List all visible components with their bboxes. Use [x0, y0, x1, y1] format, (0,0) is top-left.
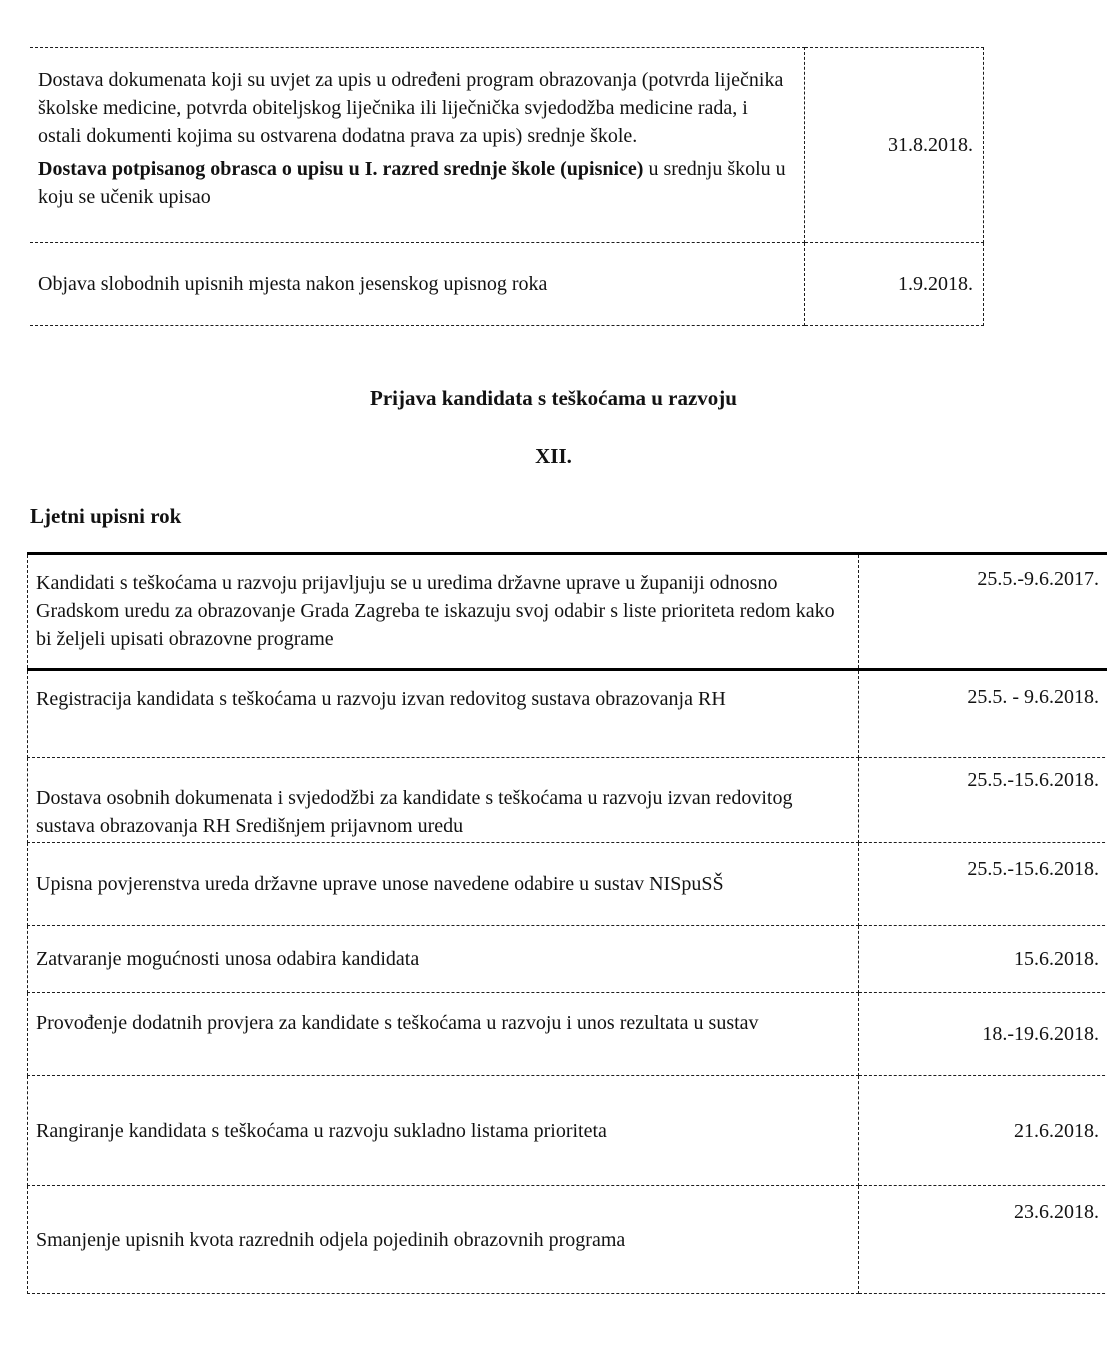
table-row [28, 758, 1107, 843]
activity-cell: Dostava osobnih dokumenata i svjedodžbi za kandidate s teškoćama u razvoju izvan redovitog sustava obrazovanja RH Središnjem prijavnom uredu [28, 758, 859, 843]
table-row [30, 48, 984, 243]
date-cell: 25.5.-15.6.2018. [859, 843, 1107, 926]
date-cell: 31.8.2018. [805, 48, 984, 243]
section-title: Prijava kandidata s teškoćama u razvoju [370, 386, 737, 410]
activity-cell [30, 48, 805, 243]
activity-cell: Objava slobodnih upisnih mjesta nakon jesenskog upisnog roka [30, 243, 805, 326]
date-cell: 25.5.-9.6.2017. [859, 554, 1107, 670]
date-cell: 25.5. - 9.6.2018. [859, 670, 1107, 758]
table-row [30, 243, 984, 326]
summer-deadlines-table [27, 552, 1107, 1294]
activity-text-tail: u srednju školu u koju se učenik upisao [38, 158, 786, 208]
activity-cell: Upisna povjerenstva ureda državne uprave unose navedene odabire u sustav NISpuSŠ [28, 843, 859, 926]
activity-text-bold-paragraph [38, 155, 788, 211]
date-cell: 15.6.2018. [859, 926, 1107, 993]
date-cell: 1.9.2018. [805, 243, 984, 326]
table-row [28, 1186, 1107, 1294]
section-number: XII. [535, 444, 572, 468]
table-row [28, 993, 1107, 1076]
table-row [28, 554, 1107, 670]
autumn-deadlines-table [30, 47, 984, 326]
table-row [28, 926, 1107, 993]
activity-cell: Rangiranje kandidata s teškoćama u razvoju sukladno listama prioriteta [28, 1076, 859, 1186]
activity-text-bold: Dostava potpisanog obrasca o upisu u I. razred srednje škole (upisnice) [38, 158, 644, 180]
activity-cell: Registracija kandidata s teškoćama u razvoju izvan redovitog sustava obrazovanja RH [28, 670, 859, 758]
date-cell: 23.6.2018. [859, 1186, 1107, 1294]
date-cell: 18.-19.6.2018. [859, 993, 1107, 1076]
subsection-title: Ljetni upisni rok [30, 504, 182, 528]
table-row [28, 843, 1107, 926]
activity-cell: Kandidati s teškoćama u razvoju prijavljuju se u uredima državne uprave u županiji odnosno Gradskom uredu za obrazovanje Grada Zagreba te iskazuju svoj odabir s liste prioriteta redom kako bi željeli upisati obrazovne programe [28, 554, 859, 670]
activity-text: Dostava dokumenata koji su uvjet za upis u određeni program obrazovanja (potvrda liječnika školske medicine, potvrda obiteljskog liječnika ili liječnička svjedodžba medicine rada, i ostali dokumenti kojima su ostvarena dodatna prava za upis) srednje škole. [38, 69, 784, 147]
date-cell: 21.6.2018. [859, 1076, 1107, 1186]
activity-cell: Smanjenje upisnih kvota razrednih odjela pojedinih obrazovnih programa [28, 1186, 859, 1294]
table-row [28, 670, 1107, 758]
activity-cell: Zatvaranje mogućnosti unosa odabira kandidata [28, 926, 859, 993]
activity-cell: Provođenje dodatnih provjera za kandidate s teškoćama u razvoju i unos rezultata u sustav [28, 993, 859, 1076]
table-row [28, 1076, 1107, 1186]
date-cell: 25.5.-15.6.2018. [859, 758, 1107, 843]
